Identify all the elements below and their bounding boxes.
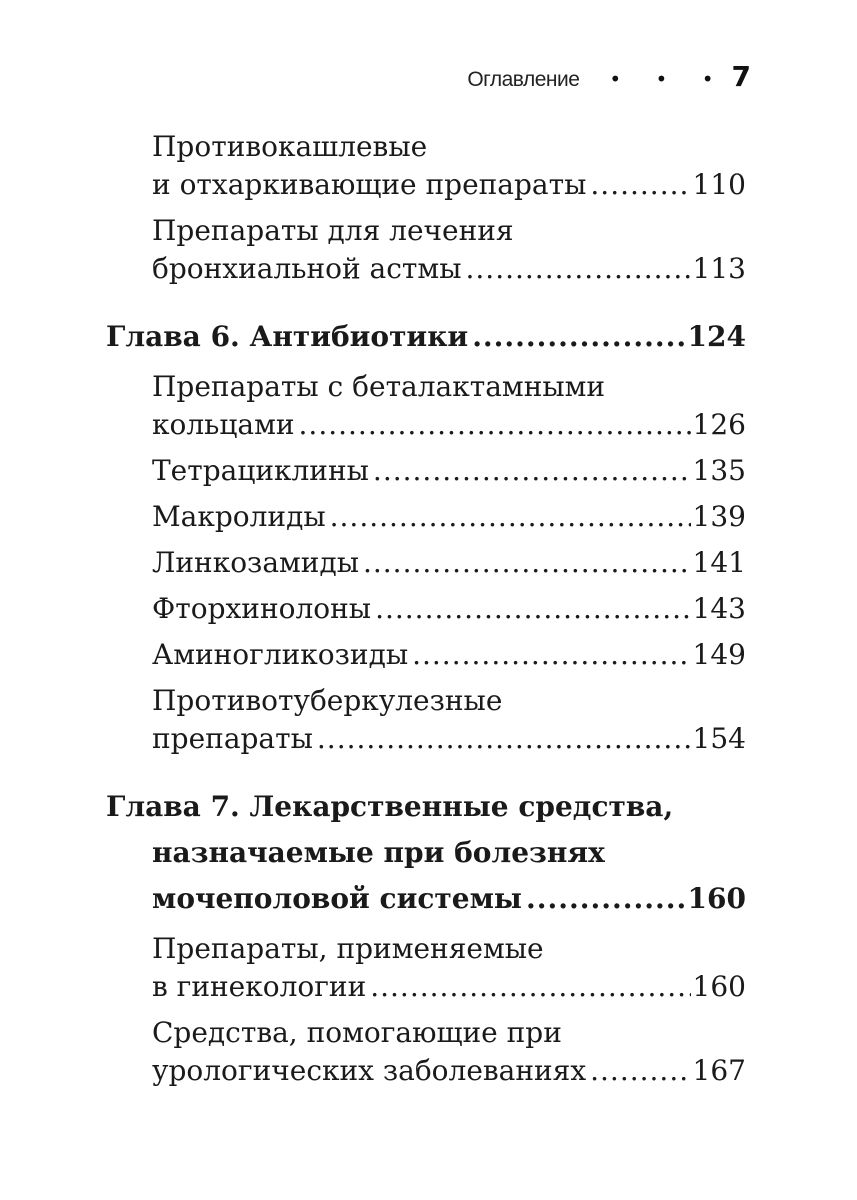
dot-leader xyxy=(317,720,691,758)
dot-leader xyxy=(373,452,691,490)
dot-leader xyxy=(363,544,691,582)
toc-page-number: 143 xyxy=(692,592,746,625)
toc-entry-title-line2: в гинекологии xyxy=(152,970,367,1003)
toc-page-number: 126 xyxy=(692,408,746,441)
table-of-contents xyxy=(106,128,746,1090)
dot-leader xyxy=(370,968,690,1006)
toc-entry[interactable] xyxy=(152,368,746,444)
toc-entry[interactable] xyxy=(152,128,746,204)
toc-chapter[interactable] xyxy=(106,784,746,922)
toc-entry[interactable] xyxy=(152,498,746,536)
toc-entry-title: Тетрациклины xyxy=(152,454,369,487)
toc-page-number: 139 xyxy=(692,500,746,533)
dot-leader xyxy=(590,166,690,204)
toc-page-number: 149 xyxy=(692,638,746,671)
toc-entry-title-line1: Противокашлевые xyxy=(152,130,428,163)
toc-chapter-title: Глава 6. Антибиотики xyxy=(106,320,469,353)
toc-page-number: 113 xyxy=(692,252,746,285)
dot-leader xyxy=(472,314,685,360)
toc-chapter-title-line3: мочеполовой системы xyxy=(152,882,522,915)
dot-leader xyxy=(330,498,691,536)
toc-entry[interactable] xyxy=(152,1014,746,1090)
toc-entry-title-line2: урологических заболеваниях xyxy=(152,1054,587,1087)
toc-page-number: 124 xyxy=(687,320,746,353)
toc-entry-title: Аминогликозиды xyxy=(152,638,409,671)
toc-entry[interactable] xyxy=(152,212,746,288)
toc-entry-title: Макролиды xyxy=(152,500,326,533)
toc-page-number: 160 xyxy=(687,882,746,915)
toc-entry[interactable] xyxy=(152,636,746,674)
toc-entry-title-line2: и отхаркивающие препараты xyxy=(152,168,587,201)
toc-page-number: 141 xyxy=(692,546,746,579)
toc-page-number: 154 xyxy=(692,722,746,755)
toc-entry[interactable] xyxy=(152,590,746,628)
toc-entry-title: Линкозамиды xyxy=(152,546,359,579)
toc-entry[interactable] xyxy=(152,930,746,1006)
toc-entry-title-line1: Средства, помогающие при xyxy=(152,1016,562,1049)
dot-leader xyxy=(466,250,691,288)
dot-leader xyxy=(526,876,686,922)
toc-page-number: 167 xyxy=(692,1054,746,1087)
dot-leader xyxy=(375,590,690,628)
toc-chapter[interactable] xyxy=(106,314,746,360)
toc-page-number: 135 xyxy=(692,454,746,487)
toc-page-number: 110 xyxy=(692,168,746,201)
toc-page-number: 160 xyxy=(692,970,746,1003)
toc-chapter-title-line1: Глава 7. Лекарственные средства, xyxy=(106,790,674,823)
toc-entry-title-line2: бронхиальной астмы xyxy=(152,252,462,285)
dot-leader xyxy=(412,636,690,674)
running-head xyxy=(467,60,751,93)
running-head-title: Оглавление xyxy=(467,68,580,91)
toc-entry-title: Фторхинолоны xyxy=(152,592,372,625)
running-head-dots: • • • xyxy=(609,67,728,91)
page-number: 7 xyxy=(731,60,751,93)
toc-entry[interactable] xyxy=(152,682,746,758)
dot-leader xyxy=(590,1052,690,1090)
toc-entry-title-line2: кольцами xyxy=(152,408,295,441)
toc-entry-title-line2: препараты xyxy=(152,722,313,755)
toc-entry-title-line1: Препараты для лечения xyxy=(152,214,514,247)
toc-entry[interactable] xyxy=(152,452,746,490)
toc-chapter-title-line2: назначаемые при болезнях xyxy=(152,836,605,869)
dot-leader xyxy=(299,406,691,444)
toc-entry-title-line1: Препараты, применяемые xyxy=(152,932,544,965)
toc-entry[interactable] xyxy=(152,544,746,582)
toc-entry-title-line1: Препараты с беталактамными xyxy=(152,370,606,403)
toc-entry-title-line1: Противотуберкулезные xyxy=(152,684,503,717)
